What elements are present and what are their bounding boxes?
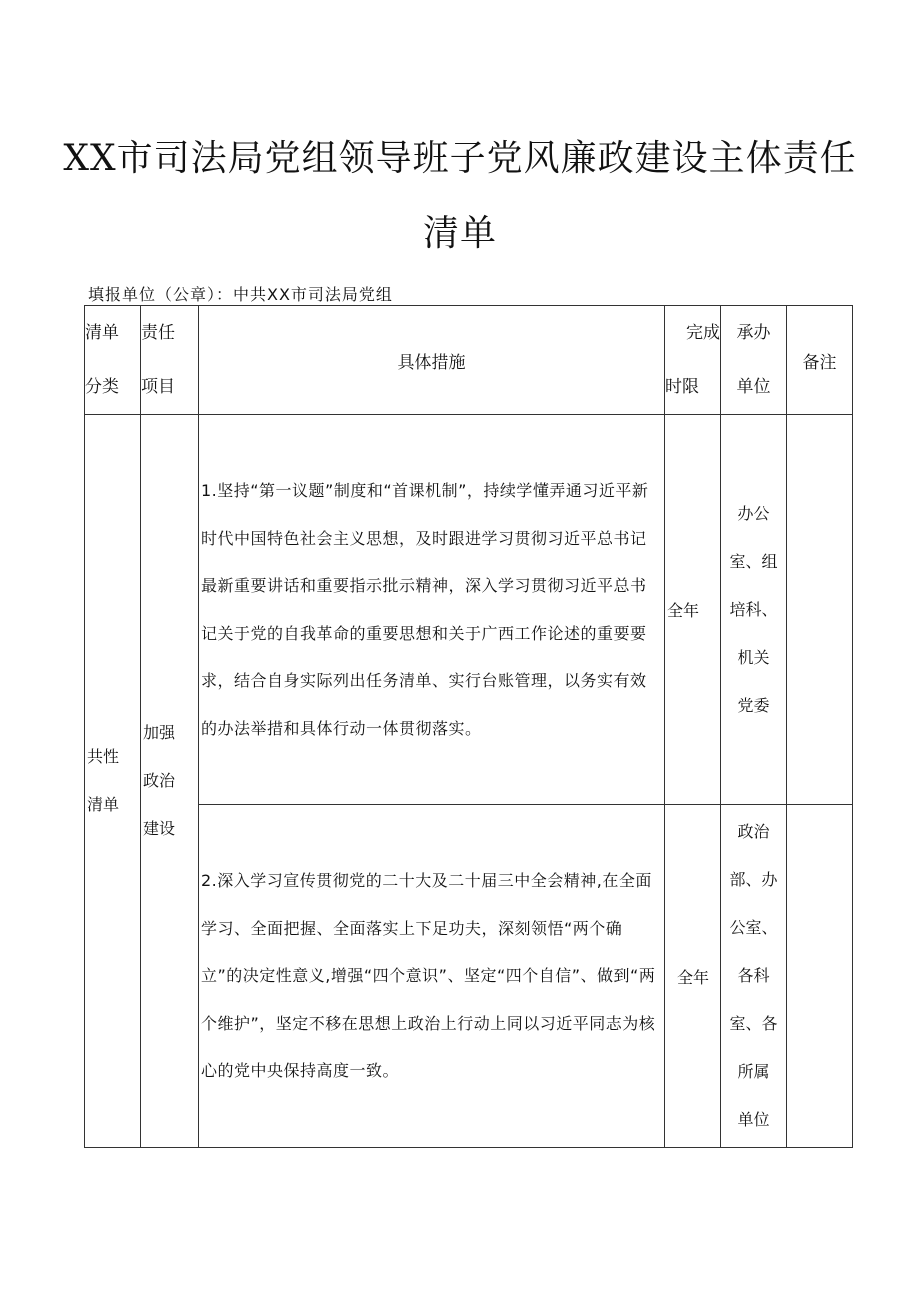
header-item: 责任 项目: [141, 306, 199, 415]
header-remarks: 备注: [787, 306, 853, 415]
header-deadline: 完成 时限: [665, 306, 721, 415]
item-cell: 加强 政治 建设: [141, 415, 199, 1148]
table-row: [85, 415, 853, 805]
measure-cell: 1.坚持“第一议题”制度和“首课机制”，持续学懂弄通习近平新时代中国特色社会主义思想，及时跟进学习贯彻习近平总书记最新重要讲话和重要指示批示精神，深入学习贯彻习近平总书记关于党的自我革命的重要思想和关于广西工作论述的重要要求，结合自身实际列出任务清单、实行台账管理，以务实有效的办法举措和具体行动一体贯彻落实。: [199, 415, 665, 805]
header-category: 清单 分类: [85, 306, 141, 415]
responsibility-table: [84, 305, 853, 1148]
org-cell: 政治 部、办 公室、 各科 室、各 所属 单位: [721, 805, 787, 1148]
measure-cell: 2.深入学习宣传贯彻党的二十大及二十届三中全会精神,在全面学习、全面把握、全面落实上下足功夫，深刻领悟“两个确立”的决定性意义,增强“四个意识”、坚定“四个自信”、做到“两个维护”，坚定不移在思想上政治上行动上同以习近平同志为核心的党中央保持高度一致。: [199, 805, 665, 1148]
table-row: [85, 805, 853, 1148]
deadline-cell: 全年: [665, 805, 721, 1148]
table-header-row: [85, 306, 853, 415]
header-measures: 具体措施: [199, 306, 665, 415]
header-org: 承办 单位: [721, 306, 787, 415]
reporting-unit: 填报单位（公章）：中共XX市司法局党组: [88, 285, 393, 304]
category-cell: 共性 清单: [85, 415, 141, 1148]
remarks-cell: [787, 415, 853, 805]
document-title: XX市司法局党组领导班子党风廉政建设主体责任: [63, 138, 857, 179]
deadline-cell: 全年: [665, 415, 721, 805]
remarks-cell: [787, 805, 853, 1148]
document-title-continued: 清单: [422, 213, 497, 254]
org-cell: 办公 室、组 培科、 机关 党委: [721, 415, 787, 805]
